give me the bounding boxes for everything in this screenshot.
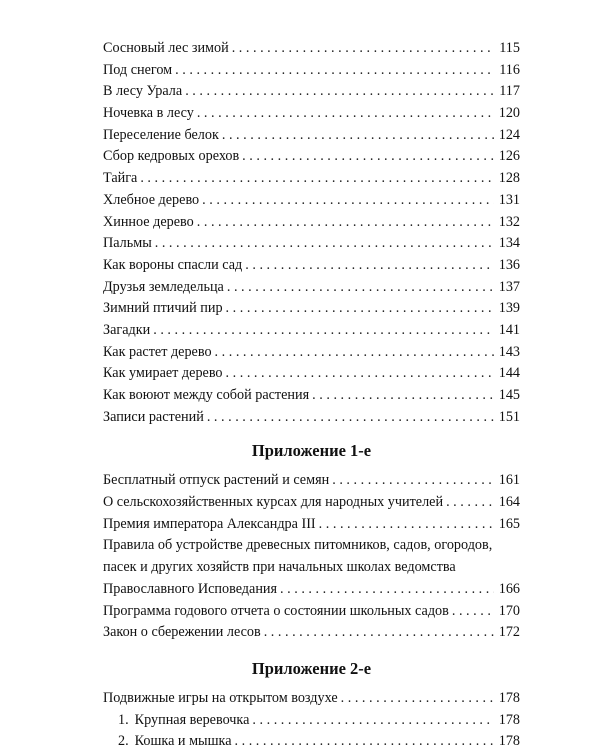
spacer [103, 428, 520, 440]
toc-entry-page: 126 [498, 148, 520, 165]
dot-leader [140, 168, 494, 190]
toc-entry-page: 115 [499, 40, 520, 56]
toc-entry[interactable] [103, 168, 520, 190]
dot-leader [185, 81, 494, 103]
toc-entry-title: Хлебное дерево [103, 191, 200, 208]
toc-entry-title: Загадки [103, 321, 151, 338]
toc-appendix-2-list [103, 688, 520, 753]
toc-entry[interactable] [103, 342, 520, 364]
dot-leader [175, 60, 494, 82]
dot-leader [153, 320, 494, 342]
toc-entry[interactable] [103, 622, 520, 644]
toc-entry-page: 172 [498, 624, 520, 641]
toc-entry[interactable] [103, 320, 520, 342]
toc-entry-page: 166 [498, 580, 520, 597]
toc-entry-title: Пальмы [103, 235, 152, 252]
dot-leader [312, 385, 494, 407]
dot-leader [264, 622, 494, 644]
toc-entry-title: Переселение белок [103, 126, 219, 143]
toc-entry-title: Хинное дерево [103, 213, 194, 230]
toc-entry[interactable] [103, 385, 520, 407]
toc-entry-title-line-2: пасек и других хозяйств при начальных школах ведомства [103, 559, 456, 576]
toc-entry-title: Записи растений [103, 408, 204, 425]
dot-leader [280, 579, 494, 601]
toc-entry-title: Подвижные игры на открытом воздухе [103, 689, 338, 706]
dot-leader [446, 492, 494, 514]
toc-entry-page: 124 [498, 126, 520, 143]
toc-entry[interactable] [103, 103, 520, 125]
toc-entry-title: Крупная веревочка [134, 711, 250, 728]
toc-entry-page: 128 [498, 170, 520, 187]
toc-entry-title: Ночевка в лесу [103, 105, 194, 122]
dot-leader [227, 277, 494, 299]
toc-entry[interactable] [103, 407, 520, 429]
toc-entry-title: Под снегом [103, 61, 173, 78]
dot-leader [332, 470, 494, 492]
toc-entry-title: Бесплатный отпуск растений и семян [103, 472, 330, 489]
toc-entry[interactable] [103, 81, 520, 103]
toc-entry[interactable] [103, 125, 520, 147]
toc-entry[interactable] [103, 190, 520, 212]
toc-entry-multiline[interactable] [103, 535, 520, 600]
dot-leader [226, 363, 494, 385]
dot-leader [197, 103, 494, 125]
toc-entry-page: 143 [498, 343, 520, 360]
dot-leader [197, 212, 494, 234]
dot-leader [341, 688, 494, 710]
toc-entry[interactable] [103, 298, 520, 320]
toc-entry-title: Друзья земледельца [103, 278, 224, 295]
toc-entry-title: Как воюют между собой растения [103, 387, 310, 403]
toc-main-list [103, 38, 520, 428]
toc-entry[interactable] [103, 688, 520, 710]
toc-entry[interactable] [103, 255, 520, 277]
dot-leader [242, 146, 494, 168]
toc-entry-title: Закон о сбережении лесов [103, 624, 261, 641]
toc-entry-page: 165 [498, 515, 520, 532]
toc-entry-page: 139 [498, 300, 520, 317]
toc-entry-title: Кошка и мышка [134, 733, 232, 750]
toc-entry-page: 164 [498, 494, 520, 511]
toc-entry-page: 144 [498, 365, 520, 382]
toc-entry-title: О сельскохозяйственных курсах для народных учителей [103, 494, 444, 511]
appendix-1-heading: Приложение 1-е [251, 441, 372, 461]
toc-entry-title: Как растет дерево [103, 343, 212, 360]
spacer [103, 462, 520, 470]
toc-entry-title: Как умирает дерево [103, 365, 223, 382]
toc-entry-title: Сосновый лес зимой [103, 40, 229, 56]
toc-entry[interactable] [103, 470, 520, 492]
toc-entry-page: 170 [498, 602, 520, 619]
toc-sub-entry-number: 2. [118, 733, 129, 750]
toc-entry[interactable] [103, 277, 520, 299]
toc-entry[interactable] [103, 514, 520, 536]
toc-entry-title: Премия императора Александра III [103, 515, 316, 532]
toc-entry-page: 134 [498, 235, 520, 252]
toc-entry-title-line-3: Православного Исповедания [103, 580, 278, 597]
toc-entry-page: 137 [498, 278, 520, 295]
dot-leader [245, 255, 494, 277]
toc-entry[interactable] [103, 212, 520, 234]
toc-entry-page: 117 [499, 83, 520, 100]
toc-entry-page: 136 [498, 256, 520, 273]
spacer [103, 644, 520, 658]
dot-leader [226, 298, 494, 320]
toc-entry-title: Как вороны спасли сад [103, 256, 243, 273]
toc-entry[interactable] [103, 146, 520, 168]
toc-sub-entry[interactable] [103, 710, 520, 732]
dot-leader [215, 342, 494, 364]
toc-entry[interactable] [103, 60, 520, 82]
appendix-2-heading: Приложение 2-е [251, 658, 372, 678]
dot-leader [252, 710, 494, 732]
spacer [103, 680, 520, 688]
toc-entry-last-line [103, 579, 520, 601]
toc-entry[interactable] [103, 363, 520, 385]
dot-leader [202, 190, 494, 212]
toc-entry-title-line-1: Правила об устройстве древесных питомников, садов, огородов, [103, 537, 493, 554]
toc-entry-page: 178 [498, 711, 520, 728]
toc-entry[interactable] [103, 233, 520, 255]
dot-leader [207, 407, 494, 429]
toc-entry-page: 151 [498, 408, 520, 425]
toc-entry-page: 161 [498, 472, 520, 489]
dot-leader [452, 601, 494, 623]
toc-entry-page: 132 [498, 213, 520, 230]
toc-appendix-1-list [103, 470, 520, 644]
dot-leader [155, 233, 494, 255]
toc-entry-page: 120 [498, 105, 520, 122]
toc-entry-page: 116 [499, 61, 520, 78]
dot-leader [232, 38, 494, 60]
toc-entry-title: Зимний птичий пир [103, 300, 223, 317]
toc-entry-title: Программа годового отчета о состоянии школьных садов [103, 602, 449, 619]
toc-entry-page: 178 [498, 733, 520, 750]
toc-entry-page: 131 [498, 191, 520, 208]
toc-entry-page: 178 [498, 689, 520, 706]
table-of-contents [103, 38, 520, 753]
dot-leader [319, 514, 494, 536]
toc-entry[interactable] [103, 492, 520, 514]
toc-entry-title: В лесу Урала [103, 83, 183, 100]
dot-leader [222, 125, 494, 147]
toc-entry[interactable] [103, 38, 520, 60]
toc-entry-title: Тайга [103, 170, 138, 187]
toc-entry-title: Сбор кедровых орехов [103, 148, 240, 165]
toc-sub-entry-number: 1. [118, 711, 129, 728]
toc-entry-page: 145 [498, 387, 520, 403]
toc-entry-page: 141 [498, 321, 520, 338]
toc-entry[interactable] [103, 601, 520, 623]
